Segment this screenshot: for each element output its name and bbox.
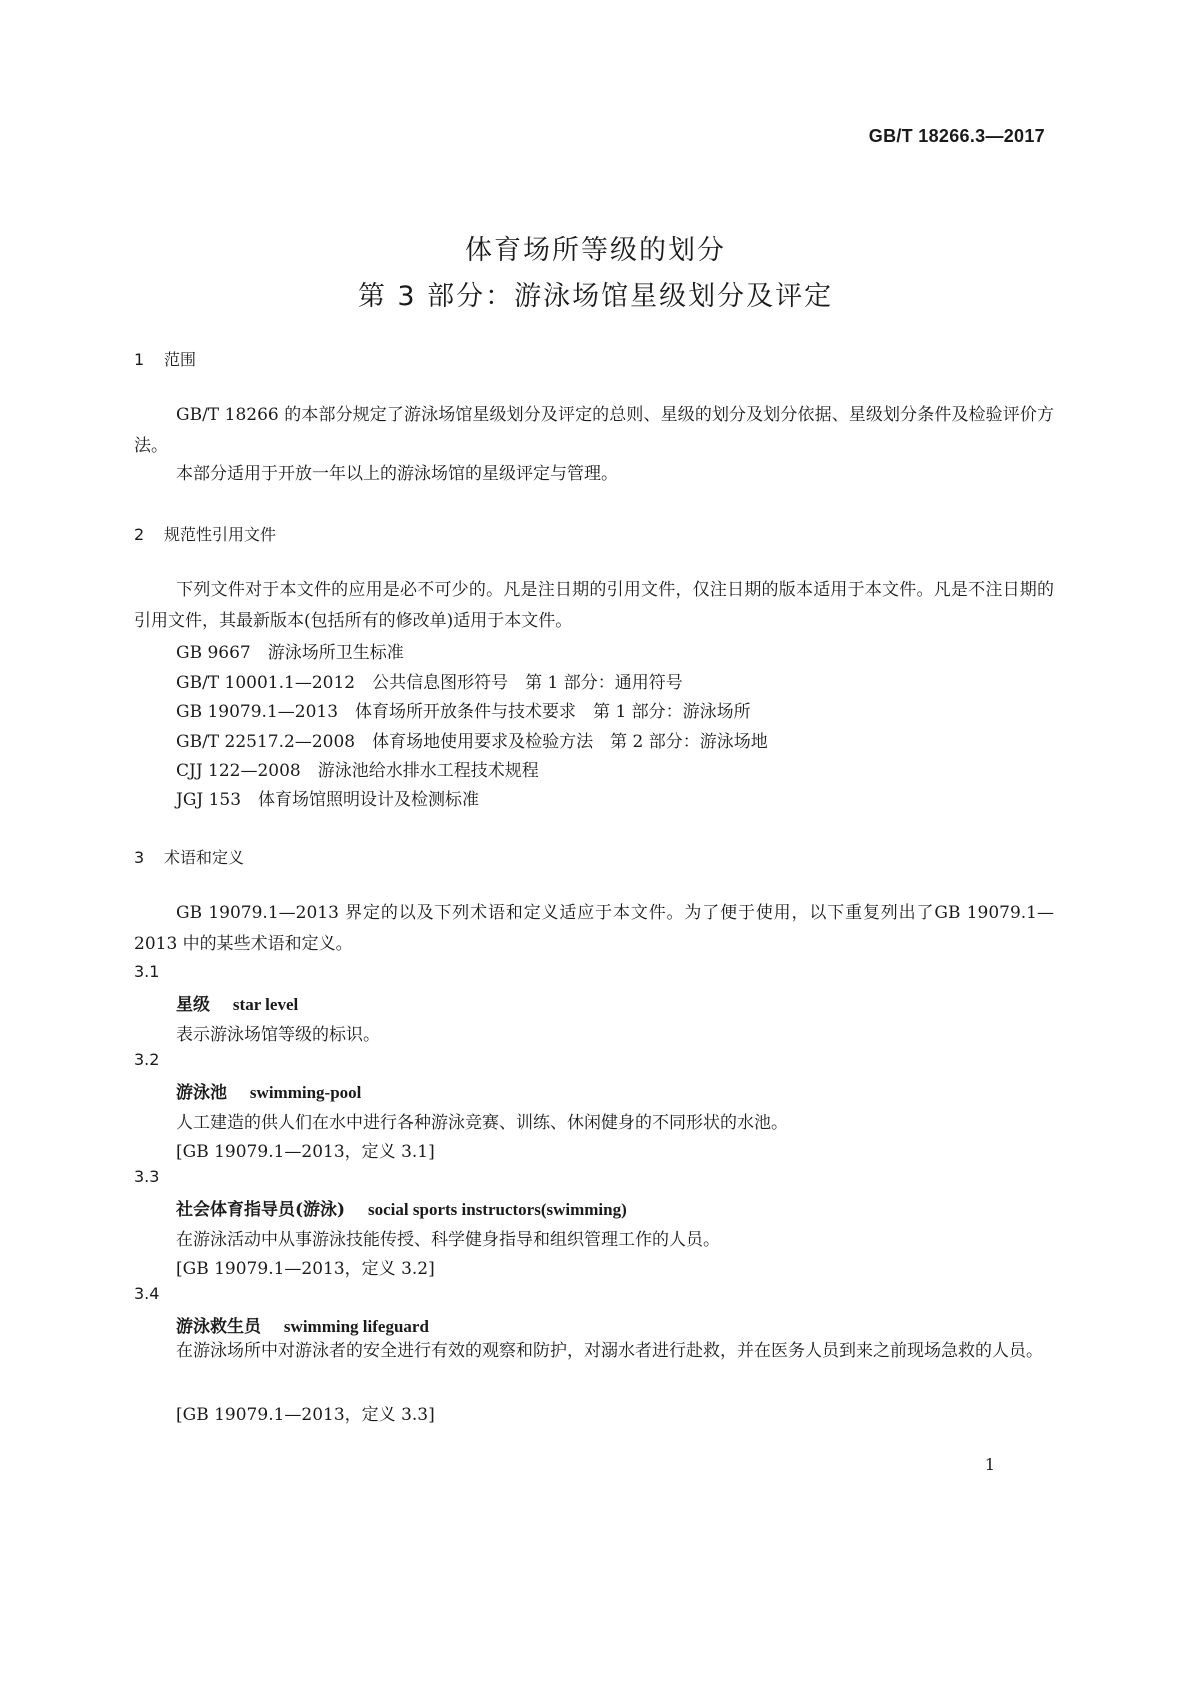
clause-number: 3.2 <box>134 1050 160 1069</box>
reference-item: GB 9667 游泳场所卫生标准 <box>176 643 404 663</box>
standard-code: GB/T 18266.3—2017 <box>868 126 1045 146</box>
term-zh: 游泳池 <box>176 1083 227 1103</box>
paragraph: 本部分适用于开放一年以上的游泳场馆的星级评定与管理。 <box>176 464 618 484</box>
clause-number: 3.4 <box>134 1284 160 1303</box>
term-en: swimming lifeguard <box>283 1317 429 1336</box>
term-definition: 在游泳场所中对游泳者的安全进行有效的观察和防护，对溺水者进行赴救，并在医务人员到来之前现场急救的人员。 <box>176 1341 1043 1361</box>
document-subtitle: 第 3 部分：游泳场馆星级划分及评定 <box>357 281 834 312</box>
section-heading-terms <box>134 845 244 868</box>
paragraph: 下列文件对于本文件的应用是必不可少的。凡是注日期的引用文件，仅注日期的版本适用于本文件。凡是不注日期的引用文件，其最新版本(包括所有的修改单)适用于本文件。 <box>134 580 1054 631</box>
term-heading <box>176 1312 429 1337</box>
reference-item: JGJ 153 体育场馆照明设计及检测标准 <box>176 790 480 810</box>
term-definition: 表示游泳场馆等级的标识。 <box>176 1025 380 1045</box>
section-number: 1 <box>134 350 145 369</box>
section-title: 范围 <box>164 350 197 369</box>
term-source: [GB 19079.1—2013，定义 3.3] <box>176 1405 435 1425</box>
term-en: star level <box>232 995 299 1014</box>
term-heading <box>176 1078 361 1103</box>
reference-item: GB/T 22517.2—2008 体育场地使用要求及检验方法 第 2 部分：游泳场地 <box>176 732 768 752</box>
term-heading <box>176 1195 627 1220</box>
term-source: [GB 19079.1—2013，定义 3.1] <box>176 1142 435 1162</box>
paragraph: GB/T 18266 的本部分规定了游泳场馆星级划分及评定的总则、星级的划分及划分依据、星级划分条件及检验评价方法。 <box>134 405 1054 456</box>
clause-number: 3.3 <box>134 1167 160 1186</box>
term-zh: 游泳救生员 <box>176 1317 261 1337</box>
term-en: social sports instructors(swimming) <box>368 1200 627 1219</box>
term-source: [GB 19079.1—2013，定义 3.2] <box>176 1259 435 1279</box>
page-number: 1 <box>984 1455 995 1474</box>
clause-number: 3.1 <box>134 962 160 981</box>
term-zh: 星级 <box>176 995 210 1015</box>
section-title: 术语和定义 <box>164 848 245 867</box>
term-zh: 社会体育指导员(游泳) <box>176 1200 346 1220</box>
term-definition: 人工建造的供人们在水中进行各种游泳竞赛、训练、休闲健身的不同形状的水池。 <box>176 1113 788 1133</box>
term-heading <box>176 990 298 1015</box>
term-en: swimming-pool <box>249 1083 362 1102</box>
section-title: 规范性引用文件 <box>164 525 277 544</box>
reference-item: GB/T 10001.1—2012 公共信息图形符号 第 1 部分：通用符号 <box>176 673 683 693</box>
term-definition: 在游泳活动中从事游泳技能传授、科学健身指导和组织管理工作的人员。 <box>176 1230 720 1250</box>
section-number: 2 <box>134 525 145 544</box>
reference-item: CJJ 122—2008 游泳池给水排水工程技术规程 <box>176 761 539 781</box>
document-title: 体育场所等级的划分 <box>465 235 726 266</box>
section-number: 3 <box>134 848 145 867</box>
section-heading-scope <box>134 347 196 370</box>
section-heading-normative-references <box>134 522 276 545</box>
paragraph: GB 19079.1—2013 界定的以及下列术语和定义适应于本文件。为了便于使用，以下重复列出了GB 19079.1—2013 中的某些术语和定义。 <box>134 903 1054 954</box>
reference-item: GB 19079.1—2013 体育场所开放条件与技术要求 第 1 部分：游泳场所 <box>176 702 751 722</box>
